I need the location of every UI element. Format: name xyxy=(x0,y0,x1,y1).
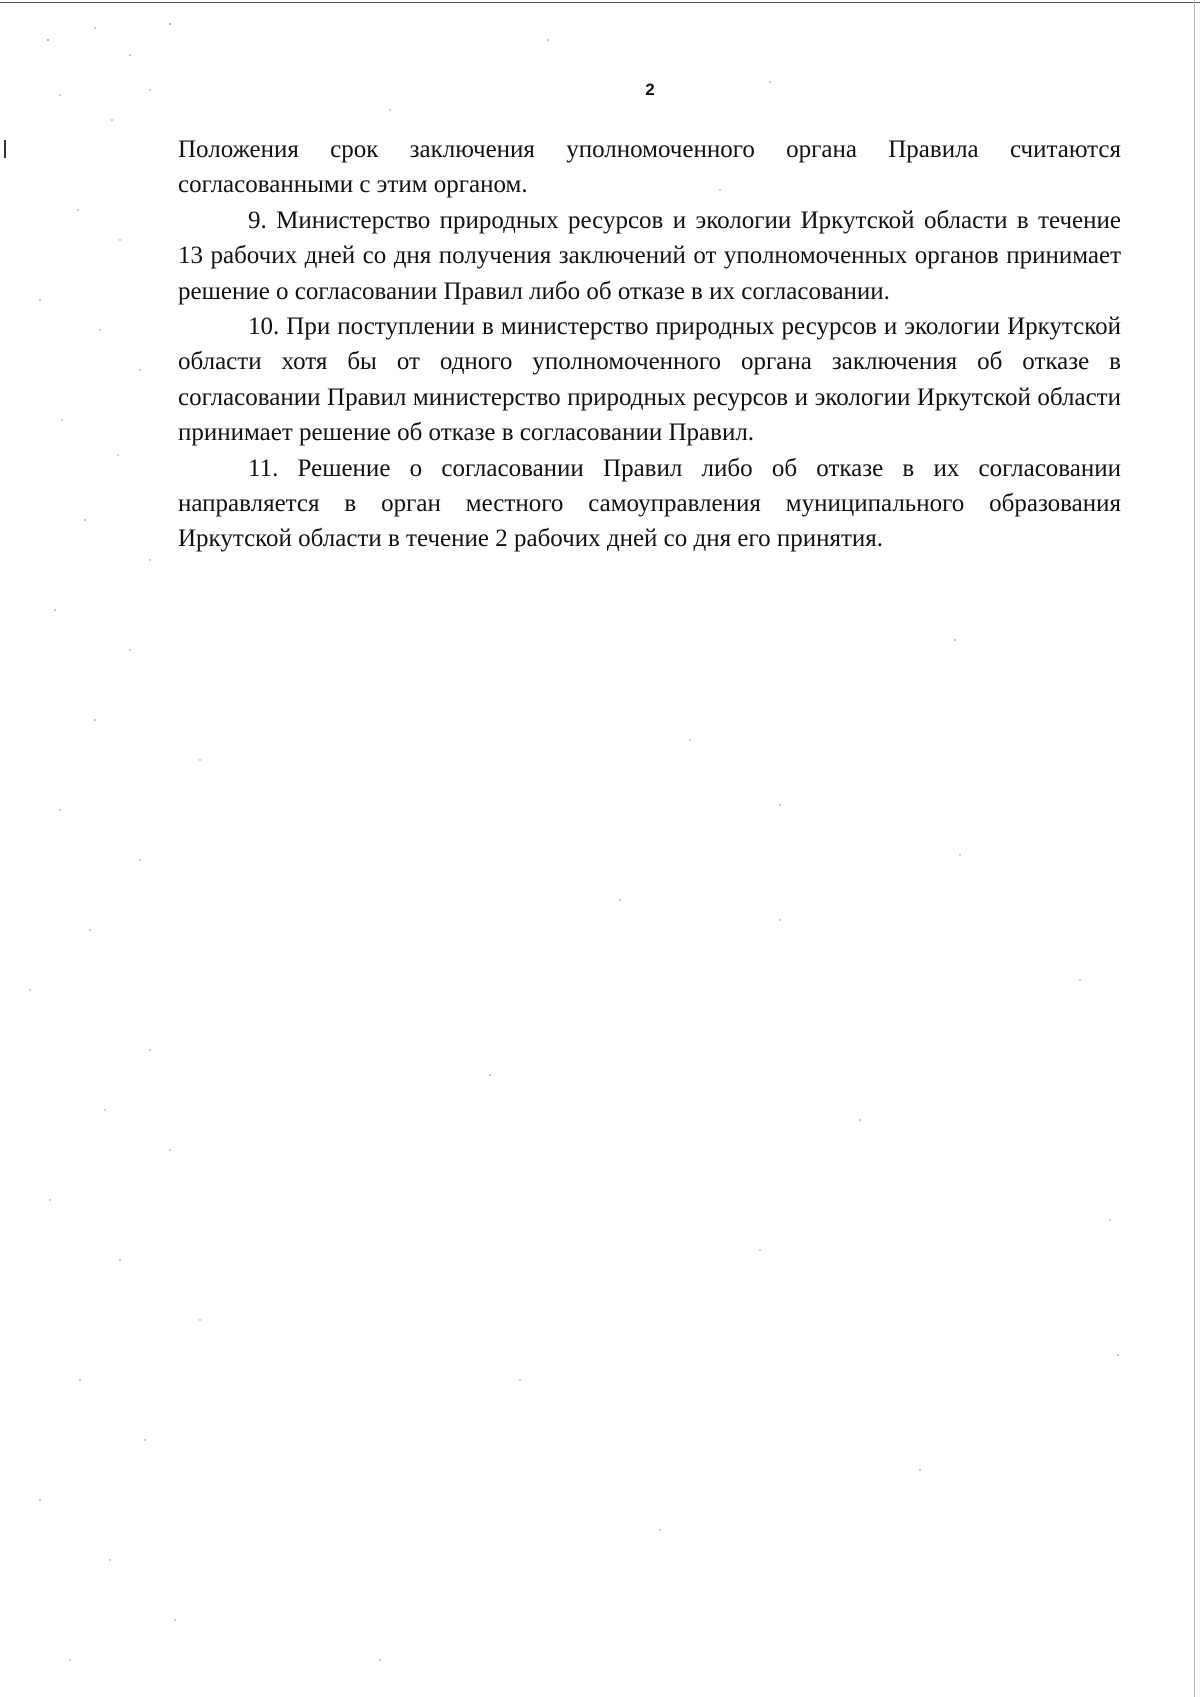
paragraph-item-9: 9. Министерство природных ресурсов и экологии Иркутской области в течение 13 рабочих дней со дня получения заключений от уполномоченных органов принимает решение о согласовании Правил либо об отказе в их согласовании. xyxy=(178,206,1121,305)
scan-mark-left xyxy=(4,140,6,158)
paragraph-item-11: 11. Решение о согласовании Правил либо об отказе в их согласовании направляется в орган местного самоуправления муниципального образования Иркутской области в течение 2 рабочих дней со дня его принятия. xyxy=(178,454,1121,553)
paragraph-continuation: Положения срок заключения уполномоченного органа Правила считаются согласованными с этим органом. xyxy=(178,136,1121,199)
page-number: 2 xyxy=(645,80,655,99)
document-body xyxy=(178,132,1121,557)
scan-border-top xyxy=(0,2,1200,3)
scan-border-right xyxy=(1194,0,1195,1697)
paragraph-item-10: 10. При поступлении в министерство природных ресурсов и экологии Иркутской области хотя бы от одного уполномоченного органа заключения об отказе в согласовании Правил министерство природных ресурсов и экологии Иркутской области принимает решение об отказе в согласовании Правил. xyxy=(178,313,1121,447)
